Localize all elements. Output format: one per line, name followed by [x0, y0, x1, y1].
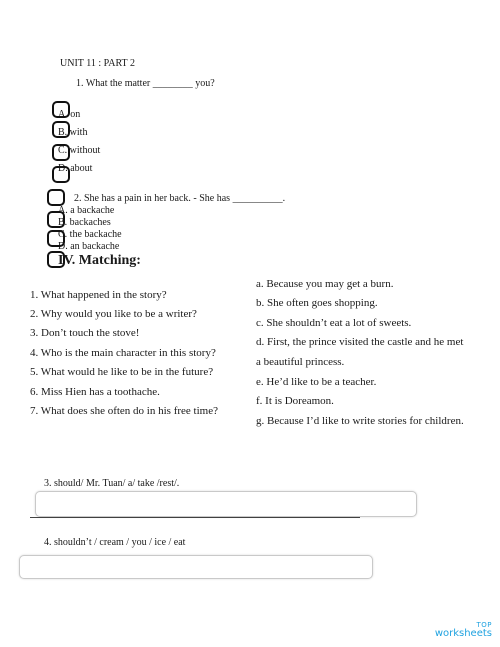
matching-left-7: 7. What does she often do in his free time? [30, 405, 218, 417]
q4-answer-field[interactable] [19, 555, 373, 579]
q2-option-c: C. the backache [58, 229, 122, 240]
matching-left-5: 5. What would he like to be in the future? [30, 366, 214, 378]
q1-option-b: B. with [58, 127, 88, 138]
topworksheets-logo [435, 622, 492, 639]
matching-right-f: f. It is Doreamon. [256, 395, 334, 407]
matching-left-4: 4. Who is the main character in this story? [30, 347, 216, 359]
q2-option-b: B. backaches [58, 217, 111, 228]
matching-right-d-cont: a beautiful princess. [256, 356, 345, 368]
q3-answer-field[interactable] [35, 491, 417, 517]
matching-right-b: b. She often goes shopping. [256, 297, 378, 309]
q1-option-c: C. without [58, 145, 101, 156]
q1-choice-box-b[interactable] [52, 121, 70, 138]
matching-title: IV. Matching: [58, 253, 141, 268]
question-4-text: 4. shouldn’t / cream / you / ice / eat [44, 537, 186, 548]
question-3-text: 3. should/ Mr. Tuan/ a/ take /rest/. [44, 478, 180, 489]
q2-choice-box-a[interactable] [47, 189, 65, 206]
matching-left-3: 3. Don’t touch the stove! [30, 327, 140, 339]
logo-name-text: worksheets [434, 628, 492, 639]
matching-right-c: c. She shouldn’t eat a lot of sweets. [256, 317, 412, 329]
question-1-text: 1. What the matter ________ you? [76, 78, 215, 89]
matching-right-a: a. Because you may get a burn. [256, 278, 394, 290]
q1-choice-box-c[interactable] [52, 144, 70, 161]
matching-right-g: g. Because I’d like to write stories for children. [256, 415, 464, 427]
matching-left-1: 1. What happened in the story? [30, 289, 167, 301]
q1-choice-box-d[interactable] [52, 166, 70, 183]
matching-right-d: d. First, the prince visited the castle and he met [256, 336, 464, 348]
q2-option-d: D. an backache [58, 241, 120, 252]
q3-answer-line [30, 517, 360, 518]
q1-choice-box-a[interactable] [52, 101, 70, 118]
matching-left-2: 2. Why would you like to be a writer? [30, 308, 197, 320]
matching-left-6: 6. Miss Hien has a toothache. [30, 386, 160, 398]
q1-option-a: A. on [58, 109, 81, 120]
q2-choice-box-b[interactable] [47, 211, 65, 228]
unit-heading: UNIT 11 : PART 2 [60, 58, 135, 69]
q2-option-a: A. a backache [58, 205, 115, 216]
q2-choice-box-c[interactable] [47, 230, 65, 247]
logo-top-text: TOP [476, 621, 492, 629]
question-2-text: 2. She has a pain in her back. - She has __________. [74, 193, 286, 204]
matching-right-e: e. He’d like to be a teacher. [256, 376, 377, 388]
q1-option-d: D. about [58, 163, 93, 174]
